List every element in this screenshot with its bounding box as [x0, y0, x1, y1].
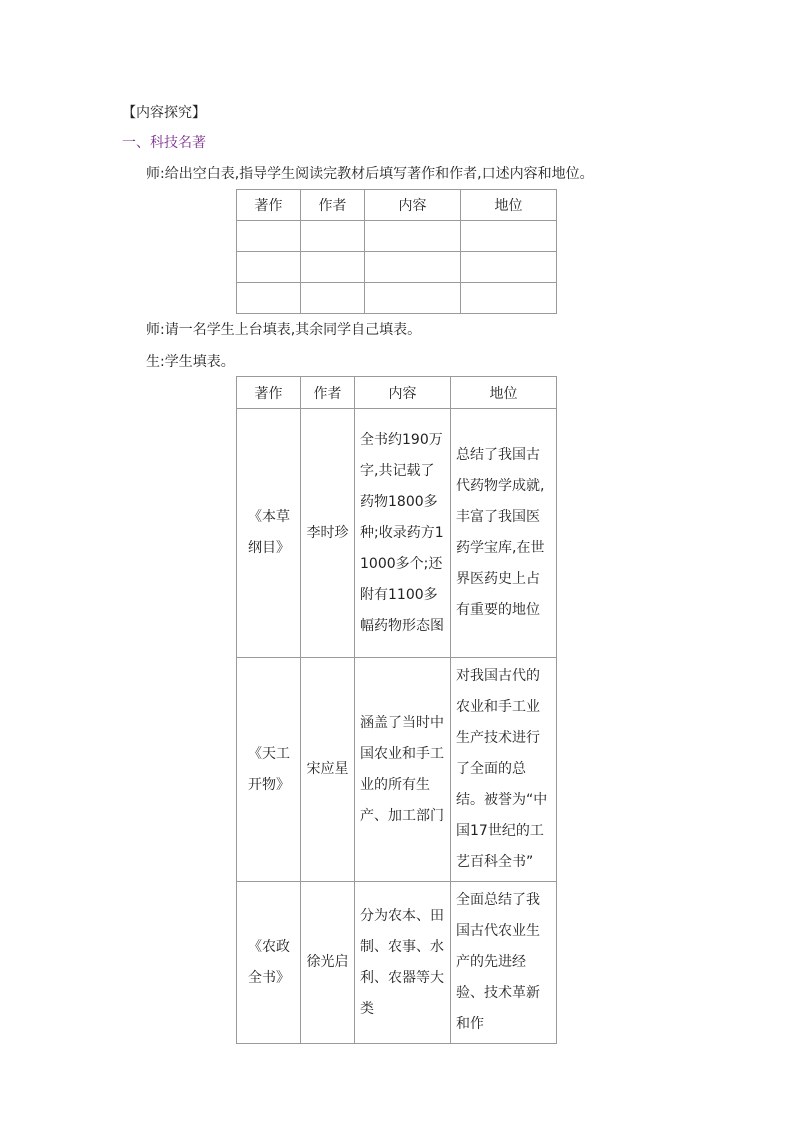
- author-cell: 宋应星: [301, 658, 355, 882]
- blank-cell: [237, 252, 301, 283]
- header-author: 作者: [301, 377, 355, 409]
- blank-cell: [301, 221, 365, 252]
- table-row: [237, 658, 557, 882]
- section-heading: 一、科技名著: [122, 135, 206, 151]
- content-cell: 分为农本、田制、农事、水利、农器等大类: [355, 882, 451, 1044]
- work-cell: 《农政全书》: [237, 882, 301, 1044]
- blank-cell: [461, 252, 557, 283]
- table-header-row: [237, 377, 557, 409]
- blank-cell: [365, 252, 461, 283]
- status-cell: 全面总结了我国古代农业生产的先进经验、技术革新和作: [451, 882, 557, 1044]
- student-action-paragraph: 生:学生填表。: [146, 354, 235, 370]
- header-work: 著作: [237, 190, 301, 221]
- blank-row: [237, 283, 557, 314]
- blank-cell: [301, 283, 365, 314]
- teacher-instruction-paragraph: 师:给出空白表,指导学生阅读完教材后填写著作和作者,口述内容和地位。: [146, 166, 594, 182]
- header-status: 地位: [461, 190, 557, 221]
- filled-table: [236, 376, 557, 1044]
- blank-cell: [365, 283, 461, 314]
- blank-cell: [237, 221, 301, 252]
- table-header-row: [237, 190, 557, 221]
- blank-cell: [365, 221, 461, 252]
- table-row: [237, 882, 557, 1044]
- header-content: 内容: [365, 190, 461, 221]
- blank-table: [236, 189, 557, 314]
- content-cell: 涵盖了当时中国农业和手工业的所有生产、加工部门: [355, 658, 451, 882]
- blank-row: [237, 221, 557, 252]
- teacher-request-paragraph: 师:请一名学生上台填表,其余同学自己填表。: [146, 322, 422, 338]
- status-cell: 总结了我国古代药物学成就,丰富了我国医药学宝库,在世界医药史上占有重要的地位: [451, 409, 557, 658]
- status-cell: 对我国古代的农业和手工业生产技术进行了全面的总结。被誉为“中国17世纪的工艺百科全书”: [451, 658, 557, 882]
- content-cell: 全书约190万字,共记载了药物1800多种;收录药方11000多个;还附有1100多幅药物形态图: [355, 409, 451, 658]
- header-content: 内容: [355, 377, 451, 409]
- section-bracket-title: 【内容探究】: [122, 105, 206, 121]
- blank-cell: [461, 283, 557, 314]
- table-row: [237, 409, 557, 658]
- author-cell: 李时珍: [301, 409, 355, 658]
- header-author: 作者: [301, 190, 365, 221]
- work-cell: 《天工开物》: [237, 658, 301, 882]
- header-work: 著作: [237, 377, 301, 409]
- author-cell: 徐光启: [301, 882, 355, 1044]
- work-cell: 《本草纲目》: [237, 409, 301, 658]
- blank-cell: [301, 252, 365, 283]
- blank-cell: [461, 221, 557, 252]
- header-status: 地位: [451, 377, 557, 409]
- blank-cell: [237, 283, 301, 314]
- blank-row: [237, 252, 557, 283]
